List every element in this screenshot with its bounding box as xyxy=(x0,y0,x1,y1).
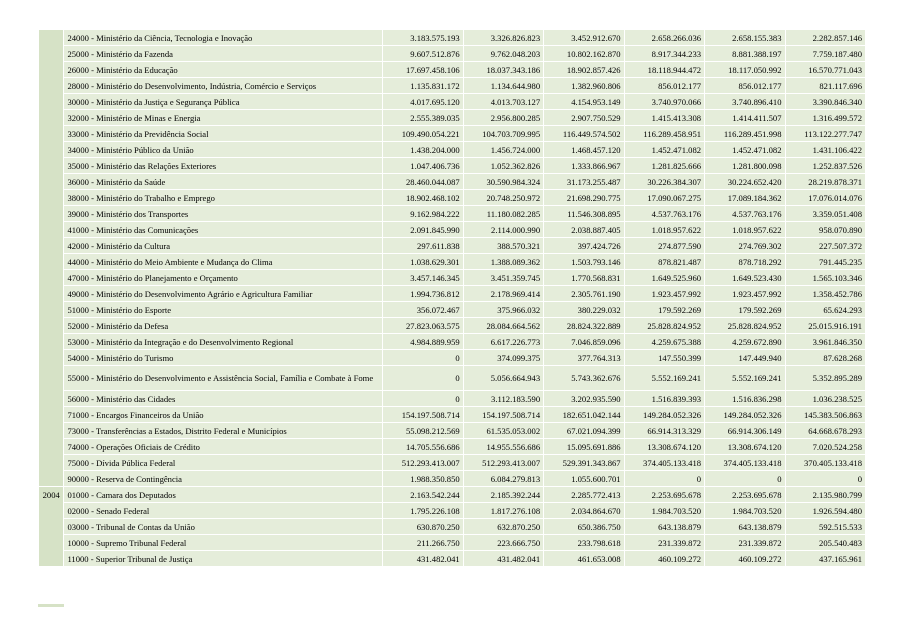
value-cell: 5.552.169.241 xyxy=(705,366,784,390)
value-cell: 182.651.042.144 xyxy=(544,407,623,422)
value-cell: 30.590.984.324 xyxy=(464,174,543,189)
organ-label: 55000 - Ministério do Desenvolvimento e Assistência Social, Família e Combate à Fome xyxy=(64,366,382,390)
organ-label: 03000 - Tribunal de Contas da União xyxy=(64,519,382,534)
table-row xyxy=(39,94,865,109)
value-cell: 878.821.487 xyxy=(625,254,704,269)
value-cell: 30.226.384.307 xyxy=(625,174,704,189)
organ-label: 26000 - Ministério da Educação xyxy=(64,62,382,77)
value-cell: 28.084.664.562 xyxy=(464,318,543,333)
organ-label: 36000 - Ministério da Saúde xyxy=(64,174,382,189)
organ-label: 90000 - Reserva de Contingência xyxy=(64,471,382,486)
value-cell: 1.988.350.850 xyxy=(383,471,462,486)
value-cell: 223.666.750 xyxy=(464,535,543,550)
value-cell: 377.764.313 xyxy=(544,350,623,365)
value-cell: 17.697.458.106 xyxy=(383,62,462,77)
table-row xyxy=(39,126,865,141)
value-cell: 9.162.984.222 xyxy=(383,206,462,221)
value-cell: 632.870.250 xyxy=(464,519,543,534)
value-cell: 297.611.838 xyxy=(383,238,462,253)
value-cell: 1.018.957.622 xyxy=(625,222,704,237)
value-cell: 1.923.457.992 xyxy=(625,286,704,301)
value-cell: 17.076.014.076 xyxy=(786,190,865,205)
value-cell: 1.388.089.362 xyxy=(464,254,543,269)
table-row xyxy=(39,30,865,45)
value-cell: 16.570.771.043 xyxy=(786,62,865,77)
value-cell: 1.565.103.346 xyxy=(786,270,865,285)
value-cell: 28.460.044.087 xyxy=(383,174,462,189)
value-cell: 109.490.054.221 xyxy=(383,126,462,141)
value-cell: 66.914.306.149 xyxy=(705,423,784,438)
value-cell: 1.984.703.520 xyxy=(625,503,704,518)
value-cell: 1.281.825.666 xyxy=(625,158,704,173)
value-cell: 27.823.063.575 xyxy=(383,318,462,333)
organ-label: 73000 - Transferências a Estados, Distrito Federal e Municípios xyxy=(64,423,382,438)
table-row xyxy=(39,439,865,454)
value-cell: 2.135.980.799 xyxy=(786,487,865,502)
value-cell: 3.452.912.670 xyxy=(544,30,623,45)
organ-label: 25000 - Ministério da Fazenda xyxy=(64,46,382,61)
value-cell: 5.352.895.289 xyxy=(786,366,865,390)
value-cell: 64.668.678.293 xyxy=(786,423,865,438)
value-cell: 460.109.272 xyxy=(625,551,704,566)
value-cell: 25.015.916.191 xyxy=(786,318,865,333)
value-cell: 3.390.846.340 xyxy=(786,94,865,109)
value-cell: 1.994.736.812 xyxy=(383,286,462,301)
table-row xyxy=(39,366,865,390)
value-cell: 6.617.226.773 xyxy=(464,334,543,349)
value-cell: 356.072.467 xyxy=(383,302,462,317)
value-cell: 14.705.556.686 xyxy=(383,439,462,454)
value-cell: 1.926.594.480 xyxy=(786,503,865,518)
value-cell: 1.649.525.960 xyxy=(625,270,704,285)
value-cell: 3.740.896.410 xyxy=(705,94,784,109)
value-cell: 116.289.451.998 xyxy=(705,126,784,141)
value-cell: 179.592.269 xyxy=(705,302,784,317)
table-row xyxy=(39,391,865,406)
value-cell: 2.185.392.244 xyxy=(464,487,543,502)
value-cell: 1.438.204.000 xyxy=(383,142,462,157)
value-cell: 149.284.052.326 xyxy=(705,407,784,422)
value-cell: 55.098.212.569 xyxy=(383,423,462,438)
value-cell: 3.457.146.345 xyxy=(383,270,462,285)
value-cell: 1.516.836.298 xyxy=(705,391,784,406)
value-cell: 1.134.644.980 xyxy=(464,78,543,93)
value-cell: 17.090.067.275 xyxy=(625,190,704,205)
organ-label: 42000 - Ministério da Cultura xyxy=(64,238,382,253)
value-cell: 1.018.957.622 xyxy=(705,222,784,237)
organ-label: 56000 - Ministério das Cidades xyxy=(64,391,382,406)
value-cell: 2.658.266.036 xyxy=(625,30,704,45)
organ-label: 10000 - Supremo Tribunal Federal xyxy=(64,535,382,550)
value-cell: 2.907.750.529 xyxy=(544,110,623,125)
table-row xyxy=(39,423,865,438)
organ-label: 30000 - Ministério da Justiça e Segurança Pública xyxy=(64,94,382,109)
value-cell: 1.052.362.826 xyxy=(464,158,543,173)
table-row xyxy=(39,46,865,61)
value-cell: 3.326.826.823 xyxy=(464,30,543,45)
value-cell: 1.770.568.831 xyxy=(544,270,623,285)
value-cell: 5.056.664.943 xyxy=(464,366,543,390)
value-cell: 375.966.032 xyxy=(464,302,543,317)
value-cell: 2.038.887.405 xyxy=(544,222,623,237)
value-cell: 10.802.162.870 xyxy=(544,46,623,61)
value-cell: 2.285.772.413 xyxy=(544,487,623,502)
organ-label: 74000 - Operações Oficiais de Crédito xyxy=(64,439,382,454)
value-cell: 15.095.691.886 xyxy=(544,439,623,454)
value-cell: 791.445.235 xyxy=(786,254,865,269)
value-cell: 28.219.878.371 xyxy=(786,174,865,189)
value-cell: 154.197.508.714 xyxy=(383,407,462,422)
value-cell: 30.224.652.420 xyxy=(705,174,784,189)
table-row xyxy=(39,302,865,317)
value-cell: 388.570.321 xyxy=(464,238,543,253)
value-cell: 1.036.238.525 xyxy=(786,391,865,406)
value-cell: 1.468.457.120 xyxy=(544,142,623,157)
value-cell: 1.038.629.301 xyxy=(383,254,462,269)
table-row xyxy=(39,110,865,125)
organ-label: 51000 - Ministério do Esporte xyxy=(64,302,382,317)
value-cell: 1.649.523.430 xyxy=(705,270,784,285)
value-cell: 1.135.831.172 xyxy=(383,78,462,93)
organ-label: 49000 - Ministério do Desenvolvimento Agrário e Agricultura Familiar xyxy=(64,286,382,301)
value-cell: 154.197.508.714 xyxy=(464,407,543,422)
table-row xyxy=(39,78,865,93)
value-cell: 6.084.279.813 xyxy=(464,471,543,486)
organ-label: 44000 - Ministério do Meio Ambiente e Mudança do Clima xyxy=(64,254,382,269)
value-cell: 20.748.250.972 xyxy=(464,190,543,205)
value-cell: 2.091.845.990 xyxy=(383,222,462,237)
value-cell: 9.607.512.876 xyxy=(383,46,462,61)
organ-label: 35000 - Ministério das Relações Exteriores xyxy=(64,158,382,173)
table-row xyxy=(39,487,865,502)
value-cell: 8.917.344.233 xyxy=(625,46,704,61)
value-cell: 147.550.399 xyxy=(625,350,704,365)
year-cell: 2004 xyxy=(39,487,63,566)
value-cell: 0 xyxy=(705,471,784,486)
organ-label: 32000 - Ministério de Minas e Energia xyxy=(64,110,382,125)
value-cell: 878.718.292 xyxy=(705,254,784,269)
table-row xyxy=(39,535,865,550)
organ-label: 47000 - Ministério do Planejamento e Orçamento xyxy=(64,270,382,285)
value-cell: 18.902.468.102 xyxy=(383,190,462,205)
value-cell: 1.415.413.308 xyxy=(625,110,704,125)
value-cell: 630.870.250 xyxy=(383,519,462,534)
table-row xyxy=(39,286,865,301)
value-cell: 3.359.051.408 xyxy=(786,206,865,221)
value-cell: 370.405.133.418 xyxy=(786,455,865,470)
value-cell: 650.386.750 xyxy=(544,519,623,534)
value-cell: 211.266.750 xyxy=(383,535,462,550)
value-cell: 4.537.763.176 xyxy=(705,206,784,221)
value-cell: 13.308.674.120 xyxy=(625,439,704,454)
value-cell: 1.795.226.108 xyxy=(383,503,462,518)
table-row xyxy=(39,455,865,470)
table-row xyxy=(39,238,865,253)
budget-table-body xyxy=(39,30,865,566)
value-cell: 7.759.187.480 xyxy=(786,46,865,61)
value-cell: 4.259.672.890 xyxy=(705,334,784,349)
value-cell: 25.828.824.952 xyxy=(625,318,704,333)
value-cell: 25.828.824.952 xyxy=(705,318,784,333)
organ-label: 71000 - Encargos Financeiros da União xyxy=(64,407,382,422)
value-cell: 11.546.308.895 xyxy=(544,206,623,221)
value-cell: 17.089.184.362 xyxy=(705,190,784,205)
value-cell: 2.253.695.678 xyxy=(705,487,784,502)
organ-label: 11000 - Superior Tribunal de Justiça xyxy=(64,551,382,566)
organ-label: 39000 - Ministério dos Transportes xyxy=(64,206,382,221)
value-cell: 231.339.872 xyxy=(705,535,784,550)
value-cell: 227.507.372 xyxy=(786,238,865,253)
value-cell: 65.624.293 xyxy=(786,302,865,317)
value-cell: 274.769.302 xyxy=(705,238,784,253)
value-cell: 431.482.041 xyxy=(464,551,543,566)
value-cell: 147.449.940 xyxy=(705,350,784,365)
table-row xyxy=(39,142,865,157)
organ-label: 02000 - Senado Federal xyxy=(64,503,382,518)
value-cell: 821.117.696 xyxy=(786,78,865,93)
value-cell: 529.391.343.867 xyxy=(544,455,623,470)
value-cell: 437.165.961 xyxy=(786,551,865,566)
value-cell: 4.259.675.388 xyxy=(625,334,704,349)
value-cell: 512.293.413.007 xyxy=(464,455,543,470)
value-cell: 233.798.618 xyxy=(544,535,623,550)
value-cell: 374.405.133.418 xyxy=(625,455,704,470)
organ-label: 41000 - Ministério das Comunicações xyxy=(64,222,382,237)
value-cell: 87.628.268 xyxy=(786,350,865,365)
value-cell: 380.229.032 xyxy=(544,302,623,317)
table-row xyxy=(39,190,865,205)
value-cell: 1.817.276.108 xyxy=(464,503,543,518)
table-row xyxy=(39,174,865,189)
value-cell: 461.653.008 xyxy=(544,551,623,566)
value-cell: 7.046.859.096 xyxy=(544,334,623,349)
value-cell: 18.117.050.992 xyxy=(705,62,784,77)
value-cell: 2.282.857.146 xyxy=(786,30,865,45)
value-cell: 1.358.452.786 xyxy=(786,286,865,301)
value-cell: 1.281.800.098 xyxy=(705,158,784,173)
value-cell: 856.012.177 xyxy=(705,78,784,93)
value-cell: 18.118.944.472 xyxy=(625,62,704,77)
value-cell: 2.178.969.414 xyxy=(464,286,543,301)
value-cell: 643.138.879 xyxy=(625,519,704,534)
value-cell: 2.956.800.285 xyxy=(464,110,543,125)
value-cell: 397.424.726 xyxy=(544,238,623,253)
value-cell: 3.183.575.193 xyxy=(383,30,462,45)
value-cell: 1.414.411.507 xyxy=(705,110,784,125)
value-cell: 4.984.889.959 xyxy=(383,334,462,349)
budget-table xyxy=(38,29,866,567)
value-cell: 104.703.709.995 xyxy=(464,126,543,141)
value-cell: 13.308.674.120 xyxy=(705,439,784,454)
value-cell: 18.902.857.426 xyxy=(544,62,623,77)
value-cell: 113.122.277.747 xyxy=(786,126,865,141)
value-cell: 856.012.177 xyxy=(625,78,704,93)
value-cell: 205.540.483 xyxy=(786,535,865,550)
value-cell: 3.740.970.066 xyxy=(625,94,704,109)
table-row xyxy=(39,270,865,285)
value-cell: 1.055.600.701 xyxy=(544,471,623,486)
value-cell: 3.112.183.590 xyxy=(464,391,543,406)
value-cell: 14.955.556.686 xyxy=(464,439,543,454)
value-cell: 66.914.313.329 xyxy=(625,423,704,438)
organ-label: 54000 - Ministério do Turismo xyxy=(64,350,382,365)
value-cell: 5.552.169.241 xyxy=(625,366,704,390)
value-cell: 231.339.872 xyxy=(625,535,704,550)
value-cell: 31.173.255.487 xyxy=(544,174,623,189)
value-cell: 18.037.343.186 xyxy=(464,62,543,77)
organ-label: 52000 - Ministério da Defesa xyxy=(64,318,382,333)
value-cell: 1.047.406.736 xyxy=(383,158,462,173)
value-cell: 0 xyxy=(383,350,462,365)
value-cell: 116.289.458.951 xyxy=(625,126,704,141)
year-cell xyxy=(39,30,63,486)
value-cell: 1.452.471.082 xyxy=(705,142,784,157)
value-cell: 2.253.695.678 xyxy=(625,487,704,502)
value-cell: 2.114.000.990 xyxy=(464,222,543,237)
value-cell: 374.405.133.418 xyxy=(705,455,784,470)
value-cell: 512.293.413.007 xyxy=(383,455,462,470)
value-cell: 149.284.052.326 xyxy=(625,407,704,422)
table-row xyxy=(39,350,865,365)
organ-label: 38000 - Ministério do Trabalho e Emprego xyxy=(64,190,382,205)
value-cell: 145.383.506.863 xyxy=(786,407,865,422)
value-cell: 431.482.041 xyxy=(383,551,462,566)
table-row xyxy=(39,254,865,269)
value-cell: 61.535.053.002 xyxy=(464,423,543,438)
value-cell: 11.180.082.285 xyxy=(464,206,543,221)
value-cell: 1.923.457.992 xyxy=(705,286,784,301)
table-row xyxy=(39,471,865,486)
value-cell: 3.961.846.350 xyxy=(786,334,865,349)
table-row xyxy=(39,222,865,237)
value-cell: 1.503.793.146 xyxy=(544,254,623,269)
organ-label: 33000 - Ministério da Previdência Social xyxy=(64,126,382,141)
value-cell: 1.333.866.967 xyxy=(544,158,623,173)
table-row xyxy=(39,551,865,566)
value-cell: 2.305.761.190 xyxy=(544,286,623,301)
value-cell: 2.034.864.670 xyxy=(544,503,623,518)
value-cell: 2.163.542.244 xyxy=(383,487,462,502)
budget-table-page xyxy=(38,29,866,567)
organ-label: 53000 - Ministério da Integração e do Desenvolvimento Regional xyxy=(64,334,382,349)
table-row xyxy=(39,158,865,173)
value-cell: 28.824.322.889 xyxy=(544,318,623,333)
table-row xyxy=(39,407,865,422)
value-cell: 1.456.724.000 xyxy=(464,142,543,157)
organ-label: 75000 - Dívida Pública Federal xyxy=(64,455,382,470)
table-row xyxy=(39,503,865,518)
value-cell: 4.017.695.120 xyxy=(383,94,462,109)
value-cell: 374.099.375 xyxy=(464,350,543,365)
value-cell: 1.431.106.422 xyxy=(786,142,865,157)
value-cell: 1.984.703.520 xyxy=(705,503,784,518)
table-row xyxy=(39,334,865,349)
organ-label: 24000 - Ministério da Ciência, Tecnologia e Inovação xyxy=(64,30,382,45)
value-cell: 9.762.048.203 xyxy=(464,46,543,61)
table-row xyxy=(39,62,865,77)
value-cell: 4.537.763.176 xyxy=(625,206,704,221)
value-cell: 958.070.890 xyxy=(786,222,865,237)
value-cell: 116.449.574.502 xyxy=(544,126,623,141)
value-cell: 4.013.703.127 xyxy=(464,94,543,109)
organ-label: 34000 - Ministério Público da União xyxy=(64,142,382,157)
value-cell: 3.202.935.590 xyxy=(544,391,623,406)
value-cell: 0 xyxy=(383,366,462,390)
value-cell: 1.252.837.526 xyxy=(786,158,865,173)
table-row xyxy=(39,318,865,333)
value-cell: 592.515.533 xyxy=(786,519,865,534)
value-cell: 1.316.499.572 xyxy=(786,110,865,125)
table-row xyxy=(39,206,865,221)
value-cell: 0 xyxy=(786,471,865,486)
value-cell: 67.021.094.399 xyxy=(544,423,623,438)
value-cell: 5.743.362.676 xyxy=(544,366,623,390)
table-row xyxy=(39,519,865,534)
value-cell: 4.154.953.149 xyxy=(544,94,623,109)
value-cell: 8.881.388.197 xyxy=(705,46,784,61)
value-cell: 1.516.839.393 xyxy=(625,391,704,406)
value-cell: 1.382.960.806 xyxy=(544,78,623,93)
value-cell: 2.555.389.035 xyxy=(383,110,462,125)
organ-label: 01000 - Camara dos Deputados xyxy=(64,487,382,502)
value-cell: 179.592.269 xyxy=(625,302,704,317)
value-cell: 2.658.155.383 xyxy=(705,30,784,45)
value-cell: 0 xyxy=(383,391,462,406)
value-cell: 3.451.359.745 xyxy=(464,270,543,285)
year-column-tail xyxy=(38,604,64,607)
value-cell: 7.020.524.258 xyxy=(786,439,865,454)
value-cell: 460.109.272 xyxy=(705,551,784,566)
organ-label: 28000 - Ministério do Desenvolvimento, Indústria, Comércio e Serviços xyxy=(64,78,382,93)
value-cell: 0 xyxy=(625,471,704,486)
value-cell: 643.138.879 xyxy=(705,519,784,534)
value-cell: 274.877.590 xyxy=(625,238,704,253)
value-cell: 1.452.471.082 xyxy=(625,142,704,157)
value-cell: 21.698.290.775 xyxy=(544,190,623,205)
